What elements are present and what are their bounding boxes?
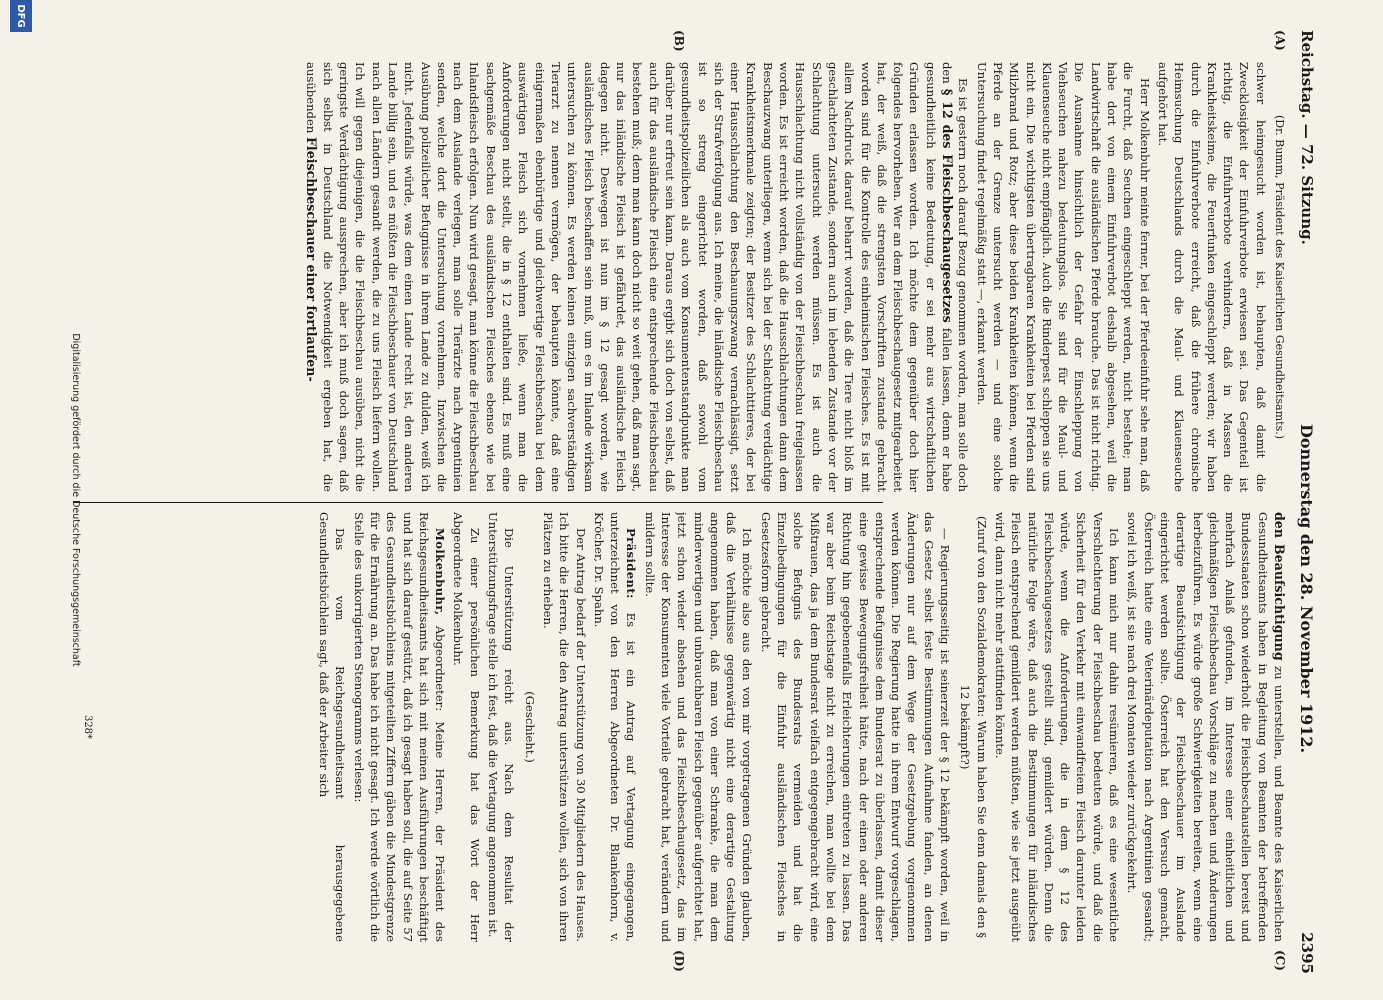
paragraph: Ich kann mich nur dahin resümieren, daß es eine wesentliche Verschlechterung der Fleischbeschau bedeuten würde, und daß die Sicherheit für den Verkehr mit einwandfreiem Fleisch darunter leiden würde, wenn die Anforderungen, die in dem § 12 des Fleischbeschaugesetzes gestellt sind, gemildert würden. Denn die natürliche Folge wäre, daß auch die Bestimmungen für inländisches Fleisch entsprechend gemildert werden müßten, wie sie jetzt ausgeübt wird, dann nicht mehr stattfinden könnte. (992, 512, 1122, 942)
paragraph: Molkenbuhr, Abgeordneter: Meine Herren, der Präsident des Reichsgesundheitsamts hat sich mit meinen Ausführungen beschäftigt und hat sich darauf gestützt, daß ich gesagt haben soll, die auf Seite 57 des Gesundheitsbüchleins mitgeteilten Ziffern gäben die Mindestgrenze für die Ernährung an. Das habe ich nicht gesagt. Ich werde wörtlich die Stelle des unkorrigierten Stenogramms verlesen: (351, 512, 448, 942)
column-divider (73, 502, 883, 503)
paragraph: Präsident: Es ist ein Antrag auf Vertagung eingegangen, unterzeichnet von den Herren Abgeordneten Dr. Blankenhorn, v. Kröcher, Dr. Spahn. (591, 512, 639, 942)
paragraph: Die Unterstützung reicht aus. Nach dem Resultat der Unterstützungsfrage stelle ich fest, daß die Vertagung angenommen ist. (486, 512, 517, 942)
stage-direction: (Geschieht.) (522, 691, 537, 763)
paragraph: Ich möchte also aus den von mir vorgetragenen Gründen glauben, daß die Verhältnisse gegenwärtig nicht eine derartige Gestaltung angenommen haben, daß man von einer Schranke, die man dem minderwertigen und unbrauchbaren Fleisch gegenüber aufgerichtet hat, jetzt schon wieder absehen und das Fleischbeschaugesetz, das im Interesse der Konsumenten viele Vorteile gebracht hat, verändern und mildern sollte. (642, 512, 755, 942)
header-date: Donnerstag den 28. November 1912. (1297, 423, 1317, 754)
digitization-credit: Digitalisierung gefördert durch die Deutsche Forschungsgemeinschaft (70, 333, 81, 667)
header-left: Reichstag. — 72. Sitzung. (1298, 30, 1316, 245)
dfg-logo: DFG (10, 0, 32, 32)
margin-marker-b: (B) (672, 30, 686, 52)
page-header (1293, 30, 1321, 974)
sheet-number: 328* (82, 714, 93, 740)
margin-marker-c: (C) (1273, 950, 1287, 971)
interjection: (Zuruf von den Sozialdemokraten: Warum haben Sie denn damals den § 12 bekämpft?) (958, 515, 989, 939)
paragraph: Zu einer persönlichen Bemerkung hat das Wort der Herr Abgeordnete Molkenbuhr. (451, 512, 482, 942)
paragraph: Herr Molkenbuhr meinte ferner, bei der Pferdeeinfuhr sehe man, daß die Furcht, daß Seuchen eingeschleppt werden, nicht bestehe; man habe dort von einem Einfuhrverbot deshalb abgesehen, weil die Landwirtschaft die ausländischen Pferde brauche. Das ist nicht richtig. Die Ausnahme hinsichtlich der Gefahr der Einschleppung von Viehseuchen nahezu bedeutungslos. Sie sind für die Maul- und Klauenseuche nicht empfänglich. Auch die Rinderpest schleppen sie uns nicht ein. Die wichtigsten übertragbaren Krankheiten bei Pferden sind Milzbrand und Rotz; aber diese beiden Krankheiten können, wenn die Pferde an der Grenze untersucht werden — und eine solche Untersuchung findet regelmäßig statt —, erkannt werden. (974, 62, 1152, 492)
paragraph: Der Antrag bedarf der Unterstützung von 30 Mitgliedern des Hauses. Ich bitte die Herren, die den Antrag unterstützen wollen, sich von ihren Plätzen zu erheben. (540, 512, 588, 942)
page-number: 2395 (1298, 932, 1316, 974)
left-column (75, 62, 1287, 492)
margin-marker-d: (D) (672, 950, 686, 972)
margin-marker-a: (A) (1273, 30, 1287, 51)
paragraph: Es ist gestern noch darauf Bezug genommen worden, man solle doch den § 12 des Fleischbeschaugesetzes fallen lassen, denn er habe gesundheitlich keine Bedeutung, er sei mehr aus wirtschaftlichen Gründen erlassen worden. Ich möchte dem gegenüber doch hier folgendes hervorheben. Wer an dem Fleischbeschaugesetz mitgearbeitet hat, der weiß, daß die strengsten Vorschriften zustande gebracht worden sind für die Kontrolle des einheimischen Fleisches. Es ist mit allem Nachdruck darauf beharrt worden, daß die Tiere nicht bloß im geschlachteten Zustande, sondern auch im lebenden Zustande vor der Schlachtung untersucht werden müssen. Es ist auch die Hausschlachtung nicht vollständig von der Fleischbeschau freigelassen worden. Es ist erreicht worden, daß die Hausschlachtungen dann dem Beschauzwang unterliegen, wenn sich bei der Schlachtung verdächtige Krankheitsmerkmale zeigten; der Besitzer des Schlachttieres, der bei einer Hausschlachtung den Beschauungszwang vernachlässigt, setzt sich der Strafverfolgung aus. Ich meine, die inländische Fleischbeschau ist so streng eingerichtet worden, daß sowohl vom gesundheitspolizeilichen als auch vom Konsumentenstandpunkte man darüber nur erfreut sein kann. Daraus ergibt sich doch von selbst, daß auch für das ausländische Fleisch eine entsprechende Fleischbeschau bestehen muß; denn man kann doch nicht so weit gehen, daß man sagt, nur das inländische Fleisch ist gefährdet, das ausländische Fleisch dagegen nicht. Deswegen ist nun im § 12 gesagt worden, wie ausländisches Fleisch beschaffen sein muß, um es im Inlande wirksam untersuchen zu können. Es werden keinen einzigen sachverständigen Tierarzt zu nennen vermögen, der behaupten könnte, daß eine einigermaßen ebenbürtige und gleichwertige Fleischbeschau bei dem auswärtigen Fleisch sich vornehmen ließe, wenn man die Anforderungen nicht stellt, die in § 12 enthalten sind. Es muß eine sachgemäße Beschau des ausländischen Fleisches ebenso wie bei Inlandsfleisch erfolgen. Nun wird gesagt, man könne die Fleischbeschau nach dem Auslande verlegen, man solle Tierärzte nach Argentinien senden, welche dort die Untersuchung vornehmen. Inzwischen die Ausübung polizeilicher Befugnisse in ihrem Lande zu dulden, weiß ich nicht. Jedenfalls würde, was dem einen Lande recht ist, den anderen Lande billig sein, und es müßten die Fleischbeschauer von Deutschland nach allen Ländern gesandt werden, die zu uns Fleisch liefern wollen. Ich will gegen diejenigen, die die Fleischbeschau ausüben, nicht die geringste Verdächtigung aussprechen, aber ich muß doch sagen, daß sich selbst in Deutschland die Notwendigkeit ergeben hat, die ausübenden Fleischbeschauer einer fortlaufen- (304, 62, 971, 492)
paragraph: schwer heimgesucht worden ist, behaupten, daß damit die Zwecklosigkeit der Einfuhrverbote erwiesen sei. Das Gegenteil ist richtig, die Einfuhrverbote verhindern, daß in Massen die Krankheitskeime, die Feuerfunken eingeschleppt werden; wir haben durch die Einfuhrverbote erreicht, daß die frühere chronische Heimsuchung Deutschlands durch die Maul- und Klauenseuche aufgehört hat. (1155, 62, 1268, 492)
speaker-intro: (Dr. Bumm, Präsident des Kaiserlichen Gesundheitsamts.) (1273, 114, 1286, 440)
paragraph: Das vom Reichsgesundheitsamt herausgegebene Gesundheitsbüchlein sagt, daß der Arbeiter sich (317, 512, 348, 942)
right-column (75, 512, 1287, 942)
paragraph: den Beaufsichtigung zu unterstellen, und Beamte des Kaiserlichen Gesundheitsamts haben in Begleitung von Beamten der betreffenden Bundesstaaten schon wiederholt die Fleischbeschaustellen bereist und mehrfach Anlaß gefunden, im Interesse einer einheitlichen und gleichmäßigen Fleischbeschau Vorschläge zu machen und Änderungen herbeizuführen. Es würde große Schwierigkeiten bereiten, wenn eine derartige Beaufsichtigung der Fleischbeschauer im Auslande eingerichtet werden sollte. Österreich hat den Versuch gemacht, Österreich hatte eine Veterinärdeputation nach Argentinien gesandt; soviel ich weiß, ist sie nach drei Monaten wieder zurückgekehrt. (1125, 512, 1287, 942)
paragraph: — Regierungsseitig ist seinerzeit der § 12 bekämpft worden, weil in das Gesetz selbst feste Bestimmungen Aufnahme fanden, an denen Änderungen nur auf dem Wege der Gesetzgebung vorgenommen werden können. Die Regierung hatte in ihrem Entwurf vorgeschlagen, entsprechende Befugnisse dem Bundesrat zu überlassen, damit dieser eine gewisse Bewegungsfreiheit hätte, nach der einen oder anderen Richtung hin gegebenenfalls Erleichterungen eintreten zu lassen. Das war aber beim Reichstage nicht zu erreichen, man wollte bei dem Mißtrauen, das ja dem Bundesrat vielfach entgegengebracht wird, eine solche Befugnis des Bundesrats vermeiden und hat die Einzelbedingungen für die Einfuhr ausländischen Fleisches in Gesetzesform gebracht. (758, 512, 953, 942)
